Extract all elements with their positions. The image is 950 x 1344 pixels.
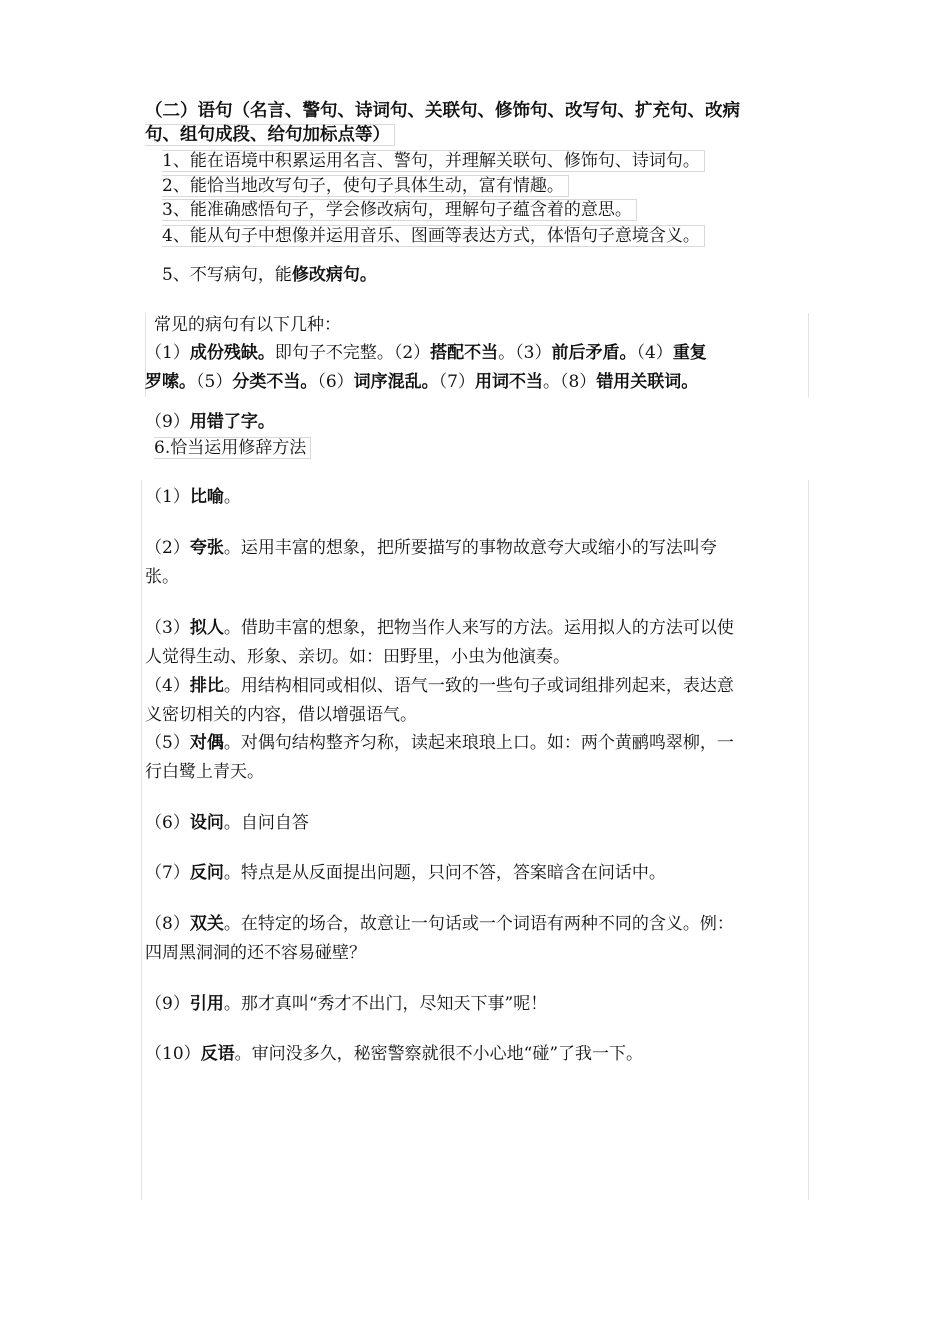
- rhetoric-3-term: 拟人: [189, 618, 224, 638]
- rhetoric-8: [145, 912, 734, 936]
- sick-n8: （8）: [559, 372, 597, 392]
- rhetoric-5-num: （5）: [145, 733, 190, 753]
- rhetoric-8-term: 双关: [189, 914, 224, 934]
- rhetoric-4: [145, 674, 734, 698]
- requirement-5-prefix: 5、不写病句，能: [162, 265, 292, 285]
- rhetoric-8-num: （8）: [145, 914, 190, 934]
- sick-b4a: 重复: [672, 343, 707, 363]
- sick-b1: 成份残缺。: [189, 343, 275, 363]
- rhetoric-3-num: （3）: [145, 618, 190, 638]
- requirement-1: [162, 149, 705, 173]
- table-border-right-upper: [808, 313, 809, 397]
- rhetoric-10-term: 反语: [200, 1044, 235, 1064]
- rhetoric-7: [145, 861, 666, 885]
- sick-n7: （7）: [438, 372, 475, 392]
- sick-n5: （5）: [196, 372, 233, 392]
- sick-n9: （9）: [145, 412, 190, 432]
- rhetoric-3-cont: 人觉得生动、形象、亲切。如：田野里，小虫为他演奏。: [145, 647, 570, 667]
- rhetoric-7-term: 反问: [189, 863, 224, 883]
- sick-b6: 词序混乱。: [353, 372, 439, 392]
- rhetoric-2-num: （2）: [145, 538, 190, 558]
- rhetoric-9-term: 引用: [189, 994, 224, 1014]
- rhetoric-1-text: 。: [223, 487, 241, 507]
- rhetoric-10: [145, 1042, 643, 1066]
- rhetoric-7-num: （7）: [145, 863, 190, 883]
- rhetoric-4-cont: 义密切相关的内容，借以增强语气。: [145, 705, 417, 725]
- rhetoric-6-num: （6）: [145, 813, 190, 833]
- requirement-2-text: 2、能恰当地改写句子，使句子具体生动，富有情趣。: [162, 175, 569, 197]
- rhetoric-5-cont: 行白鹭上青天。: [145, 762, 264, 782]
- sick-b7: 用词不当: [474, 372, 543, 392]
- sick-t2: 。: [498, 343, 516, 363]
- rhetoric-title-text: 6.恰当运用修辞方法: [154, 437, 311, 459]
- rhetoric-3-text: 。借助丰富的想象，把物当作人来写的方法。运用拟人的方法可以使: [223, 618, 734, 638]
- sick-b2: 搭配不当: [430, 343, 499, 363]
- sick-n6: （6）: [317, 372, 354, 392]
- sick-n1: （1）: [145, 343, 190, 363]
- table-border-right-lower: [808, 480, 809, 1200]
- sick-n2: （2）: [393, 343, 431, 363]
- rhetoric-8-text: 。在特定的场合，故意让一句话或一个词语有两种不同的含义。例：: [223, 914, 734, 934]
- requirement-4: [162, 224, 705, 248]
- requirement-5-bold: 修改病句。: [291, 265, 377, 285]
- rhetoric-10-num: （10）: [145, 1044, 201, 1064]
- sick-b9: 用错了字。: [189, 412, 275, 432]
- rhetoric-1-term: 比喻: [189, 487, 224, 507]
- rhetoric-5-text: 。对偶句结构整齐匀称，读起来琅琅上口。如：两个黄鹂鸣翠柳，一: [223, 733, 734, 753]
- sick-sentence-line1: [145, 341, 707, 365]
- rhetoric-1: [145, 485, 241, 509]
- requirement-2: [162, 174, 569, 198]
- sick-b4b: 罗嗦。: [145, 372, 196, 392]
- sick-n4: （4）: [636, 343, 673, 363]
- rhetoric-9-text: 。那才真叫“秀才不出门，尽知天下事”呢！: [223, 994, 548, 1014]
- rhetoric-10-text: 。审问没多久，秘密警察就很不小心地“碰”了我一下。: [234, 1044, 644, 1064]
- rhetoric-6: [145, 811, 309, 835]
- section-title-line2-text: 句、组句成段、给句加标点等）: [145, 124, 395, 146]
- rhetoric-6-term: 设问: [189, 813, 224, 833]
- sick-n3: （3）: [515, 343, 552, 363]
- section-title-line1: （二）语句（名言、警句、诗词句、关联句、修饰句、改写句、扩充句、改病: [145, 101, 740, 121]
- sick-sentence-line3: [145, 410, 275, 434]
- rhetoric-2-term: 夸张: [189, 538, 224, 558]
- sick-sentence-line2: [145, 370, 698, 394]
- requirement-4-text: 4、能从句子中想像并运用音乐、图画等表达方式，体悟句子意境含义。: [162, 225, 705, 247]
- sick-b5: 分类不当。: [232, 372, 318, 392]
- requirement-5: [162, 263, 377, 287]
- sick-sentence-intro: 常见的病句有以下几种：: [154, 315, 341, 335]
- rhetoric-2: [145, 536, 717, 560]
- rhetoric-9: [145, 992, 547, 1016]
- rhetoric-9-num: （9）: [145, 994, 190, 1014]
- rhetoric-3: [145, 616, 734, 640]
- rhetoric-8-cont: 四周黑洞洞的还不容易碰壁？: [145, 943, 366, 963]
- rhetoric-4-term: 排比: [189, 676, 224, 696]
- rhetoric-1-num: （1）: [145, 487, 190, 507]
- rhetoric-4-num: （4）: [145, 676, 190, 696]
- requirement-3-text: 3、能准确感悟句子，学会修改病句，理解句子蕴含着的意思。: [162, 199, 637, 221]
- table-border-left-lower: [141, 480, 142, 1200]
- section-title-line2: [145, 123, 395, 147]
- sick-b8: 错用关联词。: [596, 372, 699, 392]
- rhetoric-2-cont: 张。: [145, 567, 179, 587]
- rhetoric-5: [145, 731, 734, 755]
- rhetoric-4-text: 。用结构相同或相似、语气一致的一些句子或词组排列起来，表达意: [223, 676, 734, 696]
- sick-t1: 即句子不完整。: [274, 343, 394, 363]
- rhetoric-title: [154, 436, 311, 460]
- rhetoric-7-text: 。特点是从反面提出问题，只问不答，答案暗含在问话中。: [223, 863, 666, 883]
- requirement-1-text: 1、能在语境中积累运用名言、警句，并理解关联句、修饰句、诗词句。: [162, 150, 705, 172]
- sick-b3: 前后矛盾。: [551, 343, 637, 363]
- requirement-3: [162, 198, 637, 222]
- sick-t7: 。: [542, 372, 560, 392]
- rhetoric-5-term: 对偶: [189, 733, 224, 753]
- rhetoric-6-text: 。自问自答: [223, 813, 309, 833]
- rhetoric-2-text: 。运用丰富的想象，把所要描写的事物故意夸大或缩小的写法叫夸: [223, 538, 717, 558]
